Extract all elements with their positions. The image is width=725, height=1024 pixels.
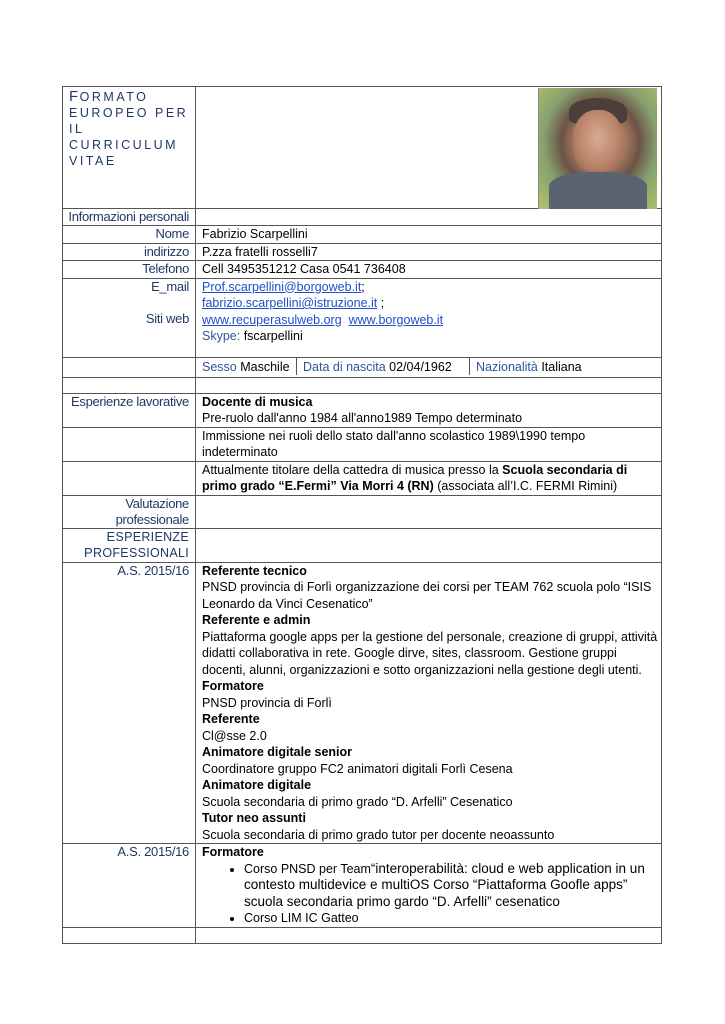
work-label: Esperienze lavorative [71, 393, 189, 409]
skype-value: fscarpellini [240, 329, 303, 343]
email-link-1[interactable]: Prof.scarpellini@borgoweb.it [202, 279, 362, 294]
skype-key: Skype: [202, 329, 241, 343]
as1-content: Referente tecnico PNSD provincia di Forlì organizzazione dei corsi per TEAM 762 scuola polo “ISIS Leonardo da Vinci Cesenatico” Referente e admin Piattaforma google apps per la gestione del personale, creazione di gruppi, attività didatti collaborativa in rete. Google dirve, sites, classroom. Gestione gruppi docenti, alunni, organizzazioni e sotto organizzazioni nella gestione degli utenti. Formatore PNSD provincia di Forlì Referente Cl@sse 2.0 Animatore digitale senior Coordinatore gruppo FC2 animatori digitali Forlì Cesena Animatore digitale Scuola secondaria di primo grado “D. Arfelli” Cesenatico Tutor neo assunti Scuola secondaria di primo grado tutor per docente neoassunto [196, 562, 662, 844]
phone-label: Telefono [142, 261, 189, 276]
address-label: indirizzo [144, 243, 189, 259]
format-title: FORMATO EUROPEO PER IL CURRICULUM VITAE [63, 87, 196, 209]
birth-key: Data di nascita [303, 359, 386, 374]
email-label: E_mail [151, 278, 189, 294]
valutazione-label: Valutazione professionale [115, 495, 189, 527]
cv-table: FORMATO EUROPEO PER IL CURRICULUM VITAE Informazioni personali Nome Fabrizio Scarpellini indirizzo P.zza fratelli rosselli7 Telefono Cell 3495351212 Casa 0541 736408 E_mail Siti web Prof.scarpellini@borgoweb.it; fabrizio.scarpellini@istruzione.it ; www.recuperasulweb.org www.borgoweb.it Skype: fscarpellini Sesso Maschile Data di nascita 02/04/1962 Nazionalità Italiana Esperienze lavorative Docente di musica Pre-ruolo dall'anno 1984 all'anno1989 Tempo determinato Immissione nei ruoli dello stato dall'anno scolastico 1989\1990 tempo indeterminato Attualmente titolare della cattedra di musica presso la Scuola secondaria di primo grado “E.Fermi” Via Morri 4 (RN) (associata all’I.C. FERMI Rimini) Valutazione professionale ESPERIENZE PROFESSIONALI A.S. 2015/16 Referente tecnico PNSD provincia di Forlì organizzazione dei corsi per TEAM 762 scuola polo “ISIS Leonardo da Vinci Cesenatico” Referente e admin Piattaforma google apps per la gestione del personale, creazione di gruppi, attività didatti collaborativa in rete. Google dirve, sites, classroom. Gestione gruppi docenti, alunni, organizzazioni e sotto organizzazioni nella gestione degli utenti. Formatore PNSD provincia di Forlì Referente Cl@sse 2.0 Animatore digitale senior Coordinatore gruppo FC2 animatori digitali Forlì Cesena Animatore digitale Scuola secondaria di primo grado “D. Arfelli” Cesenatico Tutor neo assunti Scuola secondaria di primo grado tutor per docente neoassunto A.S. 2015/16 Formatore • Corso PNSD per Team“interoperabilità: cloud e web application in un contesto multidevice e multiOS Corso “Piattaforma Goofle apps” scuola secondaria primo gardo “D. Arfelli” cesenatico • Corso LIM IC Gatteo [62, 86, 662, 944]
work-text-2: Immissione nei ruoli dello stato dall'anno scolastico 1989\1990 tempo indeterminato [196, 427, 662, 461]
work-text-1: Pre-ruolo dall'anno 1984 all'anno1989 Tempo determinato [202, 411, 523, 425]
as2-bullet-1: • Corso PNSD per Team“interoperabilità: cloud e web application in un contesto multidevice e multiOS Corso “Piattaforma Goofle apps” scuola secondaria primo gardo “D. Arfelli” cesenatico [244, 861, 661, 911]
profile-photo [538, 88, 657, 209]
work-text-3: Attualmente titolare della cattedra di musica presso la Scuola secondaria di primo grado “E.Fermi” Via Morri 4 (RN) (associata all’I.C. FERMI Rimini) [196, 461, 662, 495]
personal-info-label: Informazioni personali [68, 209, 189, 224]
as2-label: A.S. 2015/16 [117, 844, 189, 859]
work-title-1: Docente di musica [202, 394, 313, 409]
email-link-2[interactable]: fabrizio.scarpellini@istruzione.it [202, 296, 378, 310]
address-value: P.zza fratelli rosselli7 [196, 243, 662, 261]
as2-bullet-2: • Corso LIM IC Gatteo [244, 910, 661, 927]
photo-cell [196, 87, 662, 209]
sex-key: Sesso [202, 359, 237, 374]
as1-label: A.S. 2015/16 [117, 562, 189, 578]
nationality-value: Italiana [537, 359, 582, 374]
sex-value: Maschile [236, 359, 290, 374]
web-link-2[interactable]: www.borgoweb.it [348, 312, 444, 327]
web-label: Siti web [145, 310, 189, 326]
web-link-1[interactable]: www.recuperasulweb.org [202, 312, 342, 327]
name-label: Nome [155, 226, 189, 241]
esperienze-label: ESPERIENZE PROFESSIONALI [63, 528, 196, 562]
nationality-key: Nazionalità [476, 359, 538, 374]
phone-value: Cell 3495351212 Casa 0541 736408 [196, 261, 662, 279]
birth-value: 02/04/1962 [385, 359, 452, 374]
name-value: Fabrizio Scarpellini [196, 226, 662, 244]
as2-content: Formatore • Corso PNSD per Team“interoperabilità: cloud e web application in un contesto multidevice e multiOS Corso “Piattaforma Goofle apps” scuola secondaria primo gardo “D. Arfelli” cesenatico • Corso LIM IC Gatteo [196, 844, 662, 928]
